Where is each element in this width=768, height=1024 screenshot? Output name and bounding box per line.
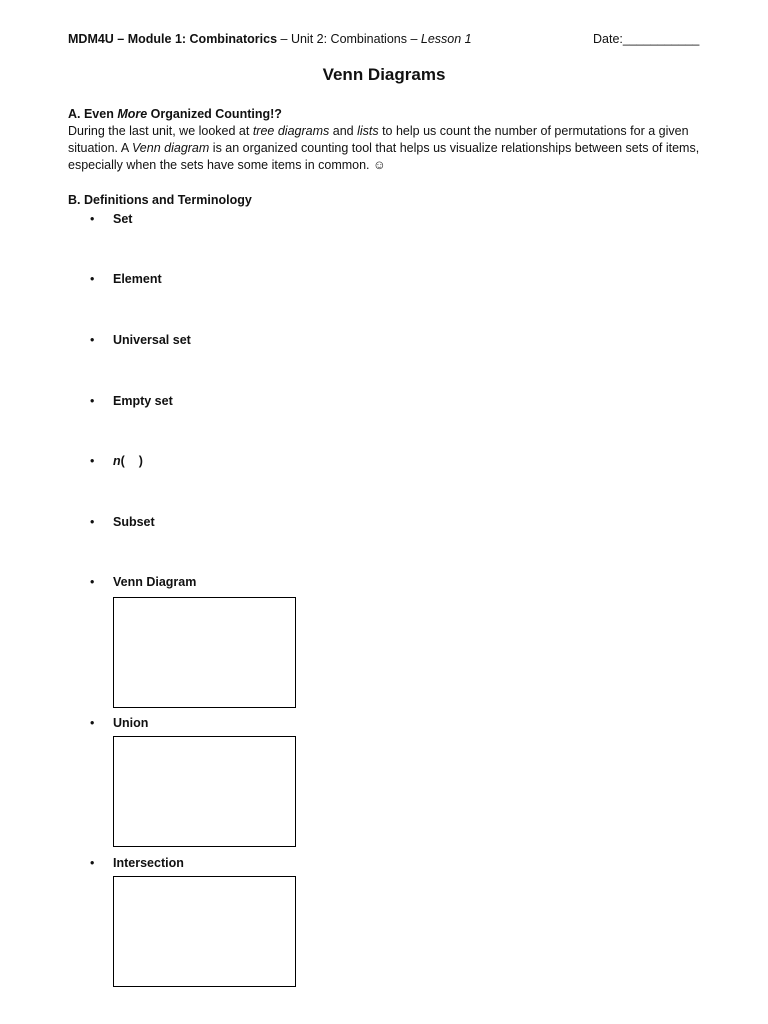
term-label: Venn Diagram [113, 575, 197, 589]
section-b-heading: B. Definitions and Terminology [68, 193, 252, 207]
course-info [68, 31, 472, 48]
page-title: Venn Diagrams [322, 65, 446, 84]
para-text-4: is an organized counting tool that helps us visualize relationships between sets of items, especially when the sets have some items in common. [68, 141, 700, 172]
bullet-icon: • [90, 716, 95, 730]
term-label: Universal set [113, 333, 191, 347]
para-text-3: to help us count the number of permutations for a given situation. A [68, 124, 689, 155]
section-a-heading-prefix: A. Even [68, 107, 118, 121]
para-italic-lists: lists [357, 124, 379, 138]
section-a-heading-italic: More [117, 107, 148, 121]
bullet-icon: • [90, 575, 95, 589]
para-italic-tree-diagrams: tree diagrams [252, 124, 330, 138]
bullet-icon: • [90, 856, 95, 870]
union-box [113, 736, 296, 847]
term-label: Subset [113, 515, 155, 529]
section-a-heading-suffix: Organized Counting!? [147, 107, 282, 121]
bullet-icon: • [90, 333, 95, 347]
term-n-italic: n [113, 454, 121, 468]
term-label: Union [113, 716, 149, 730]
term-label: Empty set [113, 394, 173, 408]
term-label: Element [113, 272, 162, 286]
para-text-1: During the last unit, we looked at [68, 124, 253, 138]
date-field: Date:___________ [593, 32, 700, 46]
term-label: Intersection [113, 856, 184, 870]
para-italic-venn-diagram: Venn diagram [131, 141, 210, 155]
course-lesson: Lesson 1 [420, 32, 472, 46]
para-text-2: and [329, 124, 358, 138]
section-a-paragraph [68, 123, 708, 174]
section-a-heading [68, 106, 282, 123]
page-header [68, 31, 700, 49]
term-label: Set [113, 212, 133, 226]
bullet-icon: • [90, 272, 95, 286]
bullet-icon: • [90, 212, 95, 226]
course-unit: – Unit 2: Combinations – [277, 32, 421, 46]
intersection-box [113, 876, 296, 987]
venn-diagram-box [113, 597, 296, 708]
term-n-paren: ( ) [120, 454, 143, 468]
bullet-icon: • [90, 454, 95, 468]
bullet-icon: • [90, 515, 95, 529]
course-module: MDM4U – Module 1: Combinatorics [68, 32, 278, 46]
term-label [113, 453, 143, 470]
smiley-icon: ☺ [373, 158, 386, 172]
bullet-icon: • [90, 394, 95, 408]
